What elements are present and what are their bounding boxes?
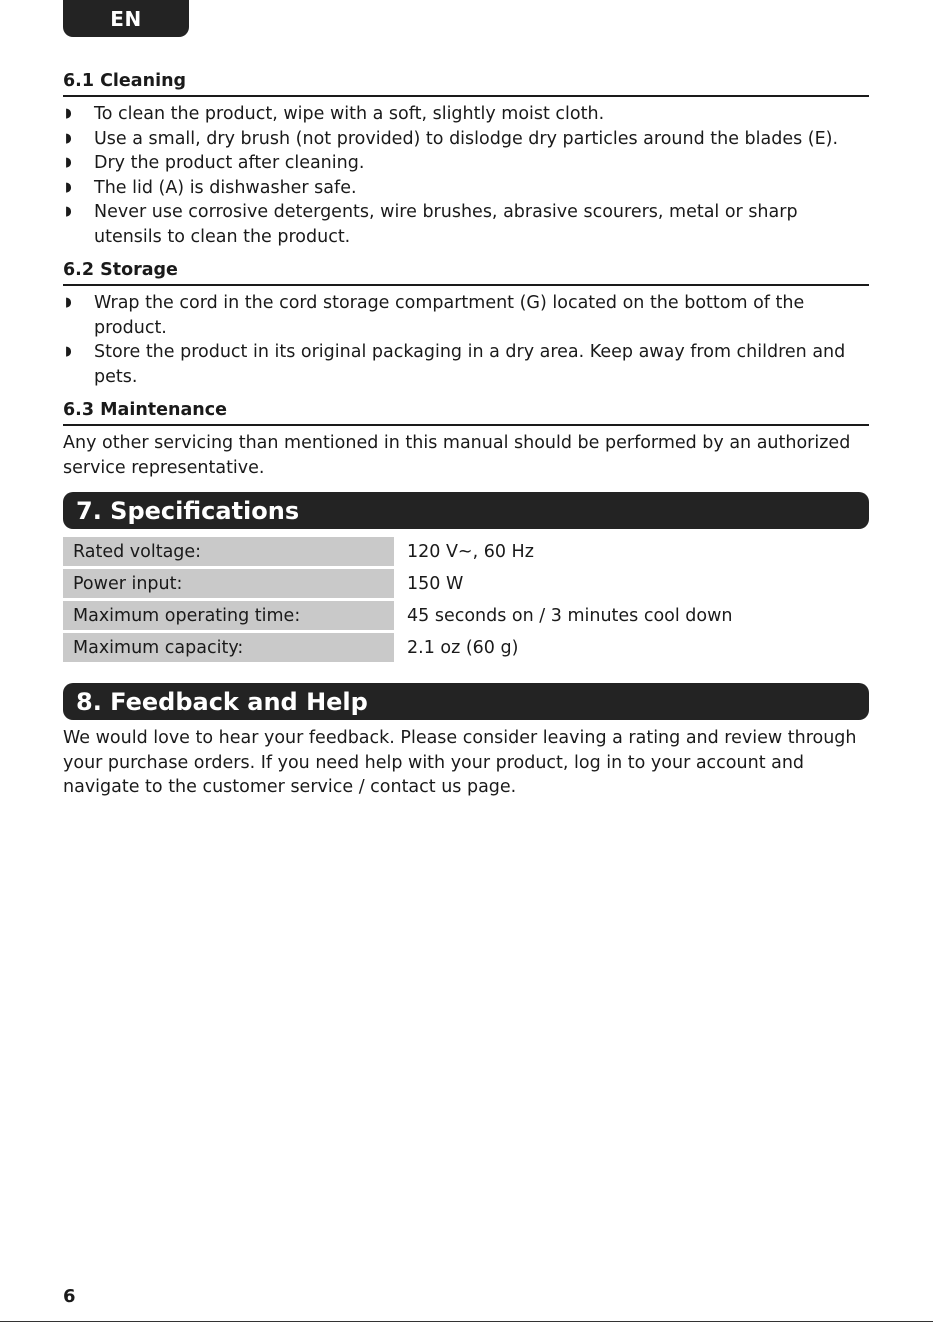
list-item xyxy=(63,151,869,176)
table-row xyxy=(63,633,869,662)
spec-label: Maximum operating time: xyxy=(63,601,394,630)
specifications-table xyxy=(63,534,869,665)
bullet-icon: ◗ xyxy=(65,204,72,219)
list-item-text: To clean the product, wipe with a soft, slightly moist cloth. xyxy=(94,104,605,124)
spec-label: Rated voltage: xyxy=(63,537,394,566)
feedback-text: We would love to hear your feedback. Please consider leaving a rating and review through your purchase orders. If you need help with your product, log in to your account and navigate to the customer service / contact us page. xyxy=(63,728,857,797)
list-item xyxy=(63,176,869,201)
page-number: 6 xyxy=(63,1286,76,1307)
bullet-icon: ◗ xyxy=(65,106,72,121)
list-item-text: Never use corrosive detergents, wire brushes, abrasive scourers, metal or sharp utensils to clean the product. xyxy=(94,202,798,247)
bullet-icon: ◗ xyxy=(65,130,72,146)
list-item-text: The lid (A) is dishwasher safe. xyxy=(94,177,357,198)
specifications-heading: 7. Specifications xyxy=(63,492,869,529)
list-item-text: Dry the product after cleaning. xyxy=(94,153,365,173)
language-tab: EN xyxy=(63,0,189,37)
list-item-text: Store the product in its original packaging in a dry area. Keep away from children and pets. xyxy=(94,342,846,387)
spec-label: Power input: xyxy=(63,569,394,598)
table-row xyxy=(63,537,869,566)
table-row xyxy=(63,601,869,630)
bullet-icon: ◗ xyxy=(65,155,72,170)
spec-value: 2.1 oz (60 g) xyxy=(407,637,519,658)
maintenance-heading: 6.3 Maintenance xyxy=(63,399,869,426)
spec-value: 120 V~, 60 Hz xyxy=(407,541,534,562)
cleaning-list xyxy=(63,102,869,249)
table-row xyxy=(63,569,869,598)
spec-value: 150 W xyxy=(407,573,464,594)
storage-list xyxy=(63,291,869,389)
page-bottom-rule xyxy=(0,1321,933,1322)
list-item-text: Wrap the cord in the cord storage compartment (G) located on the bottom of the product. xyxy=(94,293,805,338)
list-item xyxy=(63,340,869,389)
cleaning-heading: 6.1 Cleaning xyxy=(63,70,869,97)
list-item xyxy=(63,200,869,249)
spec-label: Maximum capacity: xyxy=(63,633,394,662)
feedback-heading: 8. Feedback and Help xyxy=(63,683,869,720)
list-item xyxy=(63,127,869,152)
storage-heading: 6.2 Storage xyxy=(63,259,869,286)
list-item-text: Use a small, dry brush (not provided) to dislodge dry particles around the blades (E). xyxy=(94,128,839,149)
list-item xyxy=(63,102,869,127)
maintenance-text: Any other servicing than mentioned in this manual should be performed by an authorized service representative. xyxy=(63,433,851,478)
page-content xyxy=(63,70,869,800)
bullet-icon: ◗ xyxy=(65,344,72,359)
spec-value: 45 seconds on / 3 minutes cool down xyxy=(407,605,733,626)
bullet-icon: ◗ xyxy=(65,179,72,195)
bullet-icon: ◗ xyxy=(65,295,72,310)
list-item xyxy=(63,291,869,340)
